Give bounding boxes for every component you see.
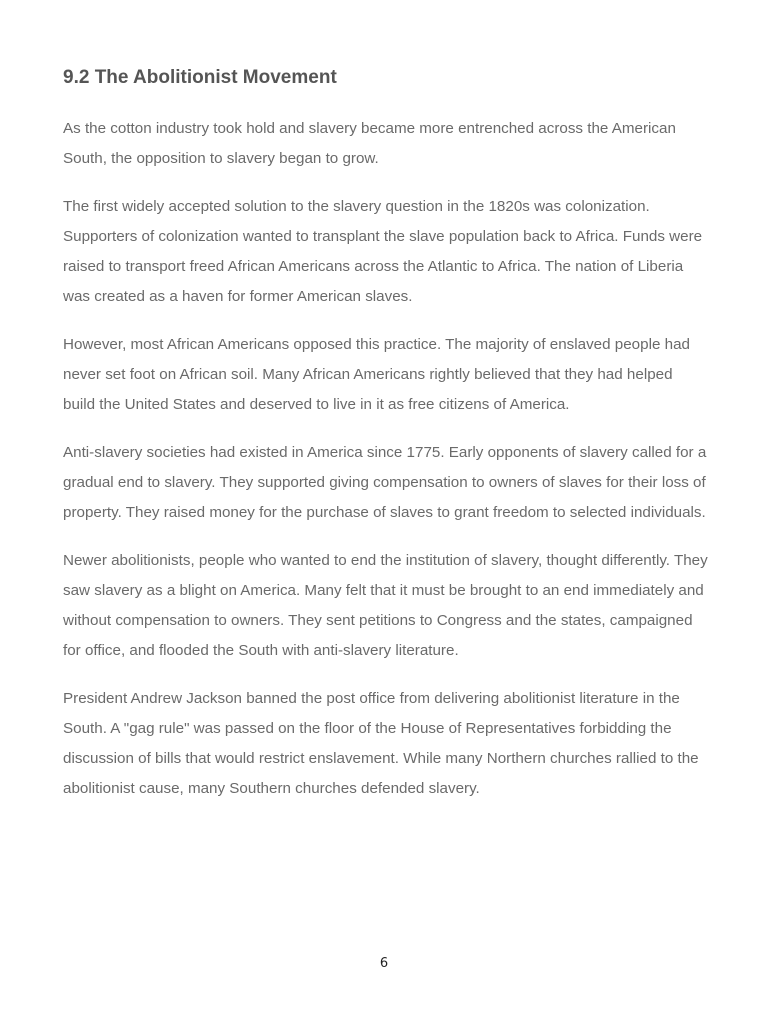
document-body <box>63 64 708 822</box>
section-heading: 9.2 The Abolitionist Movement <box>63 67 337 88</box>
paragraph: President Andrew Jackson banned the post office from delivering abolitionist literature in the South. A "gag rule" was passed on the floor of the House of Representatives forbidding the discussion of bills that would restrict enslavement. While many Northern churches rallied to the abolitionist cause, many Southern churches defended slavery. <box>63 690 699 797</box>
paragraph: Anti-slavery societies had existed in America since 1775. Early opponents of slavery called for a gradual end to slavery. They supported giving compensation to owners of slaves for their loss of property. They raised money for the purchase of slaves to grant freedom to selected individuals. <box>63 444 707 521</box>
page-number: 6 <box>379 956 389 971</box>
paragraph: However, most African Americans opposed this practice. The majority of enslaved people had never set foot on African soil. Many African Americans rightly believed that they had helped build the United States and deserved to live in it as free citizens of America. <box>63 336 690 413</box>
paragraph: The first widely accepted solution to the slavery question in the 1820s was colonization. Supporters of colonization wanted to transplant the slave population back to Africa. Funds were raised to transport freed African Americans across the Atlantic to Africa. The nation of Liberia was created as a haven for former American slaves. <box>63 198 703 305</box>
paragraph: Newer abolitionists, people who wanted to end the institution of slavery, thought differently. They saw slavery as a blight on America. Many felt that it must be brought to an end immediately and without compensation to owners. They sent petitions to Congress and the states, campaigned for office, and flooded the South with anti-slavery literature. <box>63 552 708 659</box>
paragraph: As the cotton industry took hold and slavery became more entrenched across the American South, the opposition to slavery began to grow. <box>63 120 676 167</box>
